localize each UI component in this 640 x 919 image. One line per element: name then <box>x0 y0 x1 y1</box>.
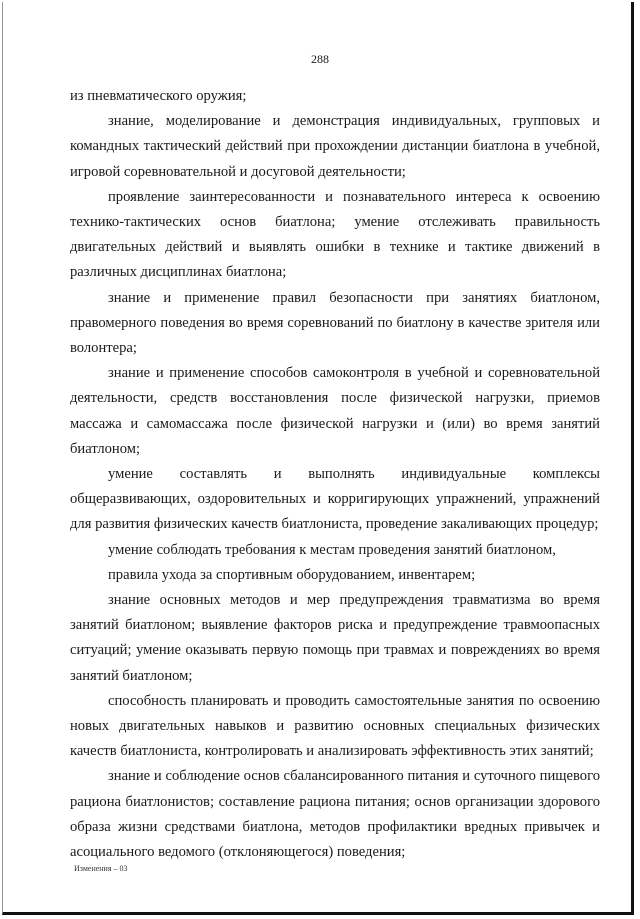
paragraph-10: способность планировать и проводить самостоятельные занятия по освоению новых двигательных навыков и развитию основных специальных физических качеств биатлониста, контролировать и анализировать эффективность этих занятий; <box>70 692 600 760</box>
paragraph-2: знание, моделирование и демонстрация индивидуальных, групповых и командных тактический действий при прохождении дистанции биатлона в учебной, игровой соревновательной и досуговой деятельности; <box>70 113 600 180</box>
paragraph-5: знание и применение способов самоконтроля в учебной и соревновательной деятельности, средств восстановления после физической нагрузки, приемов массажа и самомассажа после физической нагрузки и (или) во время занятий биатлоном; <box>70 365 600 457</box>
paragraph-1: из пневматического оружия; <box>70 88 247 104</box>
paragraph-11: знание и соблюдение основ сбалансированного питания и суточного пищевого рациона биатлонистов; составление рациона питания; основ организации здорового образа жизни средствами биатлона, методов профилактики вредных привычек и асоциального ведомого (отклоняющегося) поведения; <box>70 768 600 861</box>
paragraph-4: знание и применение правил безопасности при занятиях биатлоном, правомерного поведения во время соревнований по биатлону в качестве зрителя или волонтера; <box>70 289 600 357</box>
document-body <box>70 84 600 865</box>
paragraph-9: знание основных методов и мер предупреждения травматизма во время занятий биатлоном; выявление факторов риска и предупреждение травмоопасных ситуаций; умение оказывать первую помощь при травмах и повреждениях во время занятий биатлоном; <box>70 592 600 684</box>
paragraph-7: умение соблюдать требования к местам проведения занятий биатлоном, <box>108 541 556 558</box>
paragraph-6: умение составлять и выполнять индивидуальные комплексы общеразвивающих, оздоровительных и корригирующих упражнений, упражнений для развития физических качеств биатлониста, проведение закаливающих процедур; <box>70 466 600 533</box>
revision-footer: Изменения – 03 <box>74 864 128 873</box>
page-number: 288 <box>311 52 329 66</box>
paragraph-3: проявление заинтересованности и познавательного интереса к освоению технико-тактических основ биатлона; умение отслеживать правильность двигательных действий и выявлять ошибки в технике и тактике движений в различных дисциплинах биатлона; <box>70 188 600 281</box>
paragraph-8: правила ухода за спортивным оборудованием, инвентарем; <box>108 566 476 583</box>
